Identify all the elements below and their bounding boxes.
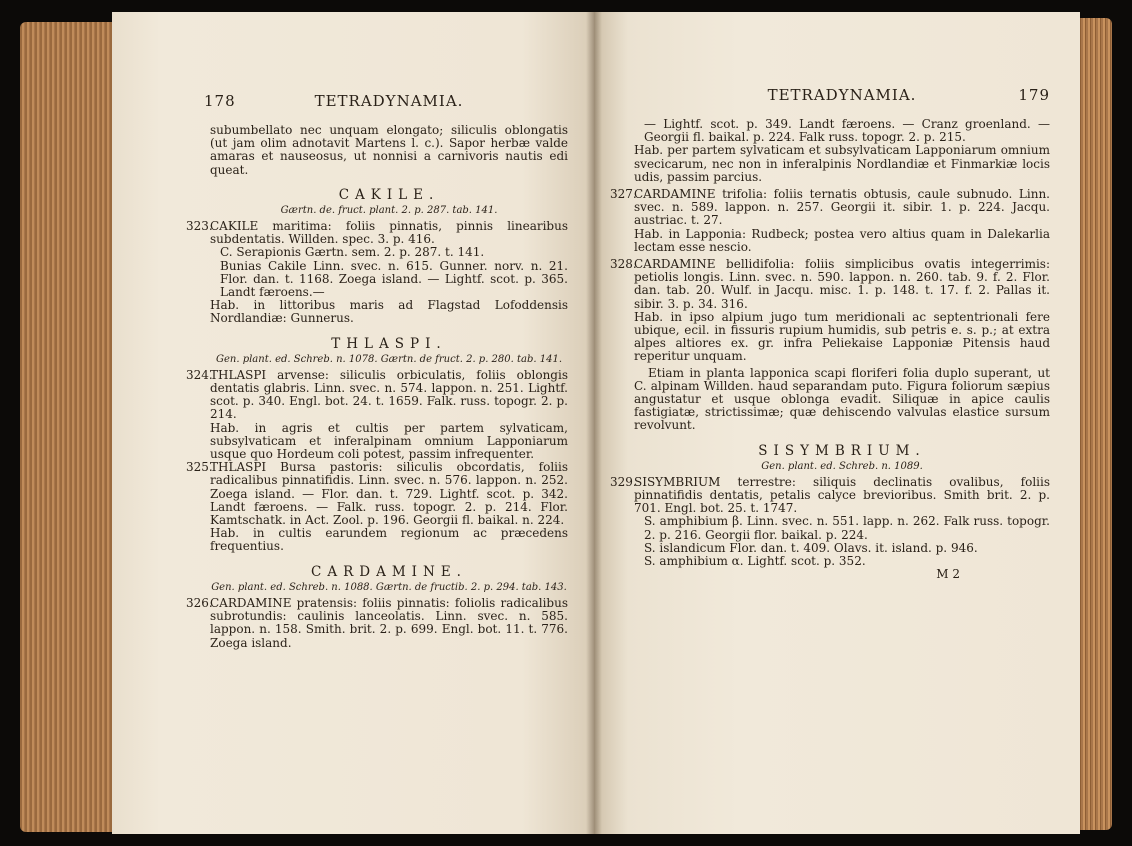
continued-habitat: Hab. per partem sylvaticam et subsylvaticam Lapponiarum omnium svecicarum, nec non in inferalpinis Nordlandiæ et Finmarkiæ locis udis, passim parcius. — [634, 143, 1050, 184]
entry-328 — [610, 257, 1050, 311]
entry-323-synonym: Bunias Cakile Linn. svec. n. 615. Gunner. norv. n. 21. Flor. dan. t. 1168. Zoega island. — Lightf. scot. p. 365. Landt færoens.— — [220, 258, 568, 300]
right-page-edges — [1076, 18, 1112, 830]
entry-328-note: Etiam in planta lapponica scapi floriferi folia duplo superant, ut C. alpinam Willden. haud separandam puto. Figura foliorum sæpius angustatur et usque oblonga evadit. Siliquæ in apice caulis fastigiatæ, strictissimæ; quæ dehiscendo valvulas elastice sursum revolvunt. — [634, 365, 1050, 433]
intro-paragraph: subumbellato nec unquam elongato; siliculis oblongatis (ut jam olim adnotavit Martens l. c.). Sapor herbæ valde amaras et nauseosus, ut nonnisi a carnivoris nautis edi queat. — [210, 123, 568, 177]
entry-323-habitat: Hab. in littoribus maris ad Flagstad Lofoddensis Nordlandiæ: Gunnerus. — [210, 298, 568, 326]
entry-329 — [610, 474, 1050, 516]
entry-329-synonym: S. amphibium β. Linn. svec. n. 551. lapp. n. 262. Falk russ. topogr. 2. p. 216. Georgii flor. baikal. p. 224. — [644, 514, 1050, 542]
entry-text: THLASPI Bursa pastoris: siliculis obcordatis, foliis radicalibus pinnatifidis. Linn. svec. n. 576. lappon. n. 252. Zoega island. — Flor. dan. t. 729. Lightf. scot. p. 342. Landt færoens. — Falk. russ. topogr. 2. p. 214. Flor. Kamtschatk. in Act. Zool. p. 196. Georgii fl. baikal. n. 224. — [210, 460, 568, 528]
entry-329-synonym: S. amphibium α. Lightf. scot. p. 352. — [644, 554, 866, 569]
genus-reference-sisymbrium: Gen. plant. ed. Schreb. n. 1089. — [761, 460, 923, 472]
genus-reference-cakile: Gærtn. de. fruct. plant. 2. p. 287. tab. 141. — [280, 205, 498, 217]
genus-heading-sisymbrium: SISYMBRIUM. — [758, 442, 926, 459]
book-gutter — [586, 12, 602, 834]
entry-number: 325. — [186, 460, 213, 475]
signature-mark: M 2 — [936, 567, 960, 582]
entry-324-habitat: Hab. in agris et cultis per partem sylvaticam, subsylvaticam et inferalpinam omnium Lapponiarum usque quo Hordeum coli potest, passim infrequenter. — [210, 420, 568, 462]
entry-324 — [186, 367, 568, 422]
entry-number: 326. — [186, 595, 213, 610]
genus-reference-thlaspi: Gen. plant. ed. Schreb. n. 1078. Gærtn. de fruct. 2. p. 280. tab. 141. — [215, 353, 563, 365]
entry-text: CAKILE maritima: foliis pinnatis, pinnis linearibus subdentatis. Willden. spec. 3. p. 416. — [210, 219, 568, 247]
continued-references: — Lightf. scot. p. 349. Landt færoens. — Cranz groenland. — Georgii fl. baikal. p. 224. Falk russ. topogr. 2. p. 215. — [644, 117, 1050, 145]
entry-text: CARDAMINE trifolia: foliis ternatis obtusis, caule subnudo. Linn. svec. n. 589. lappon. n. 257. Georgii it. sibir. 1. p. 224. Jacqu. austriac. t. 27. — [634, 187, 1050, 228]
entry-326 — [186, 595, 568, 650]
right-running-head — [634, 86, 1050, 108]
entry-325-habitat: Hab. in cultis earundem regionum ac præcedens frequentius. — [210, 526, 568, 554]
left-page-number: 178 — [204, 92, 236, 110]
left-running-title: TETRADYNAMIA. — [314, 92, 464, 110]
entry-number: 324. — [186, 367, 213, 382]
entry-323 — [186, 219, 568, 247]
genus-reference-cardamine: Gen. plant. ed. Schreb. n. 1088. Gærtn. de fructib. 2. p. 294. tab. 143. — [211, 581, 567, 593]
entry-327 — [610, 187, 1050, 228]
entry-327-habitat: Hab. in Lapponia: Rudbeck; postea vero altius quam in Dalekarlia lectam esse nescio. — [634, 226, 1050, 254]
left-page — [112, 12, 594, 834]
entry-325 — [186, 460, 568, 528]
entry-text: THLASPI arvense: siliculis orbiculatis, foliis oblongis dentatis glabris. Linn. svec. n. 574. lappon. n. 251. Lightf. scot. p. 340. Engl. bot. 24. t. 1659. Falk. russ. topogr. 2. p. 214. — [210, 367, 568, 422]
right-page — [594, 12, 1080, 834]
right-page-number: 179 — [1018, 86, 1050, 104]
genus-heading-cakile: CAKILE. — [338, 186, 440, 203]
left-running-head — [204, 92, 568, 114]
entry-329-synonym: S. islandicum Flor. dan. t. 409. Olavs. it. island. p. 946. — [644, 540, 978, 555]
left-page-edges — [20, 22, 116, 832]
entry-text: SISYMBRIUM terrestre: siliquis declinatis ovalibus, foliis pinnatifidis dentatis, petalis calyce brevioribus. Smith brit. 2. p. 701. Engl. bot. 25. t. 1747. — [634, 474, 1050, 516]
entry-number: 329. — [610, 474, 637, 489]
entry-328-habitat: Hab. in ipso alpium jugo tum meridionali ac septentrionali fere ubique, ecil. in fissuris rupium humidis, sub petris e. s. p.; at extra alpes altiores ex. gr. infra Peliekaise Lapponiæ Pitensis haud reperitur unquam. — [634, 309, 1050, 364]
right-page-text — [610, 117, 1050, 582]
left-page-text — [186, 123, 568, 650]
entry-number: 327. — [610, 187, 637, 202]
genus-heading-cardamine: CARDAMINE. — [311, 563, 467, 580]
entry-text: CARDAMINE bellidifolia: foliis simplicibus ovatis integerrimis: petiolis longis. Linn. svec. n. 590. lappon. n. 260. tab. 9. f. 2. Flor. dan. tab. 20. Wulf. in Jacqu. misc. 1. p. 148. t. 17. f. 2. Pallas it. sibir. 3. p. 34. 316. — [634, 257, 1050, 311]
right-running-title: TETRADYNAMIA. — [767, 86, 917, 104]
entry-text: CARDAMINE pratensis: foliis pinnatis: foliolis radicalibus subrotundis: caulinis lanceolatis. Linn. svec. n. 585. lappon. n. 158. Smith. brit. 2. p. 699. Engl. bot. 11. t. 776. Zoega island. — [210, 595, 568, 650]
open-book — [20, 12, 1112, 834]
entry-323-synonym: C. Serapionis Gærtn. sem. 2. p. 287. t. 141. — [220, 245, 485, 260]
genus-heading-thlaspi: THLASPI. — [331, 335, 447, 352]
entry-number: 328. — [610, 257, 637, 272]
entry-number: 323. — [186, 219, 213, 234]
